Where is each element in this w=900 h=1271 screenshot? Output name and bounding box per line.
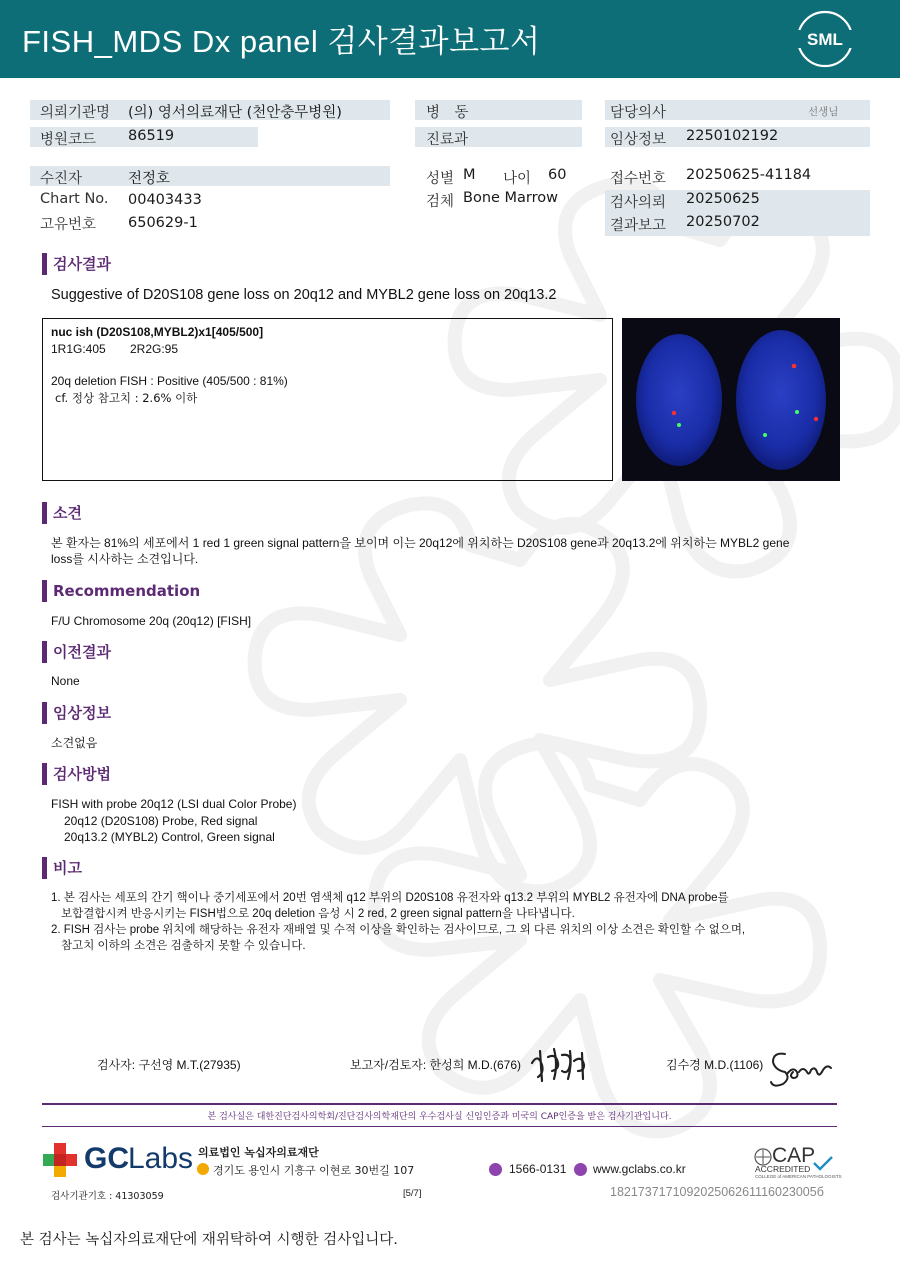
receipt-value: 20250625-41184 xyxy=(686,167,812,183)
specimen-label: 검체 xyxy=(426,194,455,210)
patient-value: 전정호 xyxy=(128,171,171,187)
section-previous-title: 이전결과 xyxy=(42,641,111,663)
result-line-2b: 2R2G:95 xyxy=(130,342,179,356)
org-name: 의료법인 녹십자의료재단 xyxy=(198,1146,319,1159)
result-line-2a: 1R1G:405 xyxy=(51,342,106,356)
barcode-number: 182173717109202506261116023005б xyxy=(610,1185,824,1199)
request-value: 20250625 xyxy=(686,191,760,207)
doctor2-signature-icon xyxy=(767,1048,835,1088)
sex-value: M xyxy=(463,167,476,183)
doctor-suffix: 선생님 xyxy=(808,106,839,118)
patient-label: 수진자 xyxy=(40,171,83,187)
report-title: FISH_MDS Dx panel 검사결과보고서 xyxy=(22,24,541,59)
location-pin-icon xyxy=(197,1163,209,1175)
requesting-org-label: 의뢰기관명 xyxy=(40,105,111,121)
fish-nuclei-icon xyxy=(622,318,840,481)
recommendation-text: F/U Chromosome 20q (20q12) [FISH] xyxy=(51,614,252,628)
remarks-line-3: 2. FISH 검사는 probe 위치에 해당하는 유전자 재배열 및 수적 이상을 확인하는 검사이므로, 그 외 다른 위치의 이상 소견은 확인할 수 없으며, xyxy=(51,924,746,936)
info-bar-patient xyxy=(30,166,390,186)
outsourcing-note: 본 검사는 녹십자의료재단에 재위탁하여 시행한 검사입니다. xyxy=(20,1232,398,1248)
section-result-title: 검사결과 xyxy=(42,253,111,275)
ward-label: 병 동 xyxy=(426,105,469,121)
unique-id-label: 고유번호 xyxy=(40,217,97,233)
chart-value: 00403433 xyxy=(128,192,202,208)
footer-rule-bottom xyxy=(42,1126,837,1127)
cap-accredited: ACCREDITED xyxy=(755,1164,811,1174)
gc-brand-labs: Labs xyxy=(128,1142,194,1175)
institution-number: 검사기관기호 : 41303059 xyxy=(51,1191,164,1202)
sex-label: 성별 xyxy=(426,171,455,187)
phone-icon xyxy=(489,1163,502,1176)
remarks-line-1: 1. 본 검사는 세포의 간기 핵이나 중기세포에서 20번 염색체 q12 부위의 D20S108 유전자와 q13.2 부위의 MYBL2 유전자에 DNA probe를 xyxy=(51,892,729,904)
section-remarks-title: 비고 xyxy=(42,857,82,879)
gc-brand-gc: GC xyxy=(84,1142,129,1175)
clinical-info-label: 임상정보 xyxy=(610,132,667,148)
section-clinical-title: 임상정보 xyxy=(42,702,111,724)
doctor-label: 담당의사 xyxy=(610,105,667,121)
receipt-label: 접수번호 xyxy=(610,171,667,187)
request-label: 검사의뢰 xyxy=(610,195,667,211)
phone: 1566-0131 xyxy=(509,1162,567,1176)
footer-rule-top xyxy=(42,1103,837,1105)
address: 경기도 용인시 기흥구 이현로 30번길 107 xyxy=(213,1164,415,1177)
doctor2-signature-label: 김수경 M.D.(1106) xyxy=(666,1058,764,1072)
website: www.gclabs.co.kr xyxy=(593,1162,686,1176)
method-line-2: 20q12 (D20S108) Probe, Red signal xyxy=(64,814,258,828)
accreditation-note: 본 검사실은 대한진단검사의학회/진단검사의학재단의 우수검사실 신임인증과 미국의 CAP인증을 받은 검사기관입니다. xyxy=(207,1112,672,1122)
reviewer-signature-label: 보고자/검토자: 한성희 M.D.(676) xyxy=(350,1058,522,1072)
unique-id-value: 650629-1 xyxy=(128,215,198,231)
previous-text: None xyxy=(51,674,80,688)
remarks-line-4: 참고치 이하의 소견은 검출하지 못할 수 있습니다. xyxy=(61,940,306,952)
result-line-1: nuc ish (D20S108,MYBL2)x1[405/500] xyxy=(51,325,264,339)
report-label: 결과보고 xyxy=(610,218,667,234)
gc-cross-logo-icon xyxy=(41,1141,79,1179)
clinical-info-value: 2250102192 xyxy=(686,128,779,144)
section-method-title: 검사방법 xyxy=(42,763,111,785)
remarks-line-2: 보합결합시켜 반응시키는 FISH법으로 20q deletion 음성 시 2 red, 2 green signal pattern을 나타냅니다. xyxy=(61,908,575,920)
method-line-1: FISH with probe 20q12 (LSI dual Color Probe) xyxy=(51,797,297,811)
chart-label: Chart No. xyxy=(40,191,109,207)
opinion-line-1: 본 환자는 81%의 세포에서 1 red 1 green signal pattern을 보이며 이는 20q12에 위치하는 D20S108 gene과 20q13.2에 위치하는 MYBL2 gene xyxy=(51,536,790,550)
result-box xyxy=(42,318,613,481)
reviewer-signature-icon xyxy=(526,1043,590,1085)
cap-text: CAP xyxy=(772,1144,816,1167)
sml-logo-icon xyxy=(794,8,856,70)
cap-college: COLLEGE of AMERICAN PATHOLOGISTS xyxy=(755,1174,842,1179)
report-value: 20250702 xyxy=(686,214,760,230)
department-label: 진료과 xyxy=(426,132,469,148)
requesting-org-value: (의) 영서의료재단 (천안충무병원) xyxy=(128,105,342,121)
method-line-3: 20q13.2 (MYBL2) Control, Green signal xyxy=(64,830,275,844)
clinical-text: 소견없음 xyxy=(51,736,98,750)
result-line-4: cf. 정상 참고치 : 2.6% 이하 xyxy=(55,391,198,405)
result-line-3: 20q deletion FISH : Positive (405/500 : 81%) xyxy=(51,374,288,388)
page-number: [5/7] xyxy=(403,1188,422,1199)
opinion-line-2: loss를 시사하는 소견입니다. xyxy=(51,552,199,566)
fish-cell-image xyxy=(622,318,840,481)
section-opinion-title: 소견 xyxy=(42,502,82,524)
sml-logo-text: SML xyxy=(807,30,843,49)
tester-signature-label: 검사자: 구선영 M.T.(27935) xyxy=(97,1058,241,1072)
specimen-value: Bone Marrow xyxy=(463,190,559,206)
hospital-code-label: 병원코드 xyxy=(40,132,97,148)
section-recommendation-title: Recommendation xyxy=(42,580,200,602)
home-icon xyxy=(574,1163,587,1176)
cap-check-icon xyxy=(812,1155,834,1171)
hospital-code-value: 86519 xyxy=(128,128,175,144)
age-value: 60 xyxy=(548,167,567,183)
age-label: 나이 xyxy=(503,171,532,187)
result-summary: Suggestive of D20S108 gene loss on 20q12 and MYBL2 gene loss on 20q13.2 xyxy=(51,287,557,303)
report-header xyxy=(0,0,900,78)
